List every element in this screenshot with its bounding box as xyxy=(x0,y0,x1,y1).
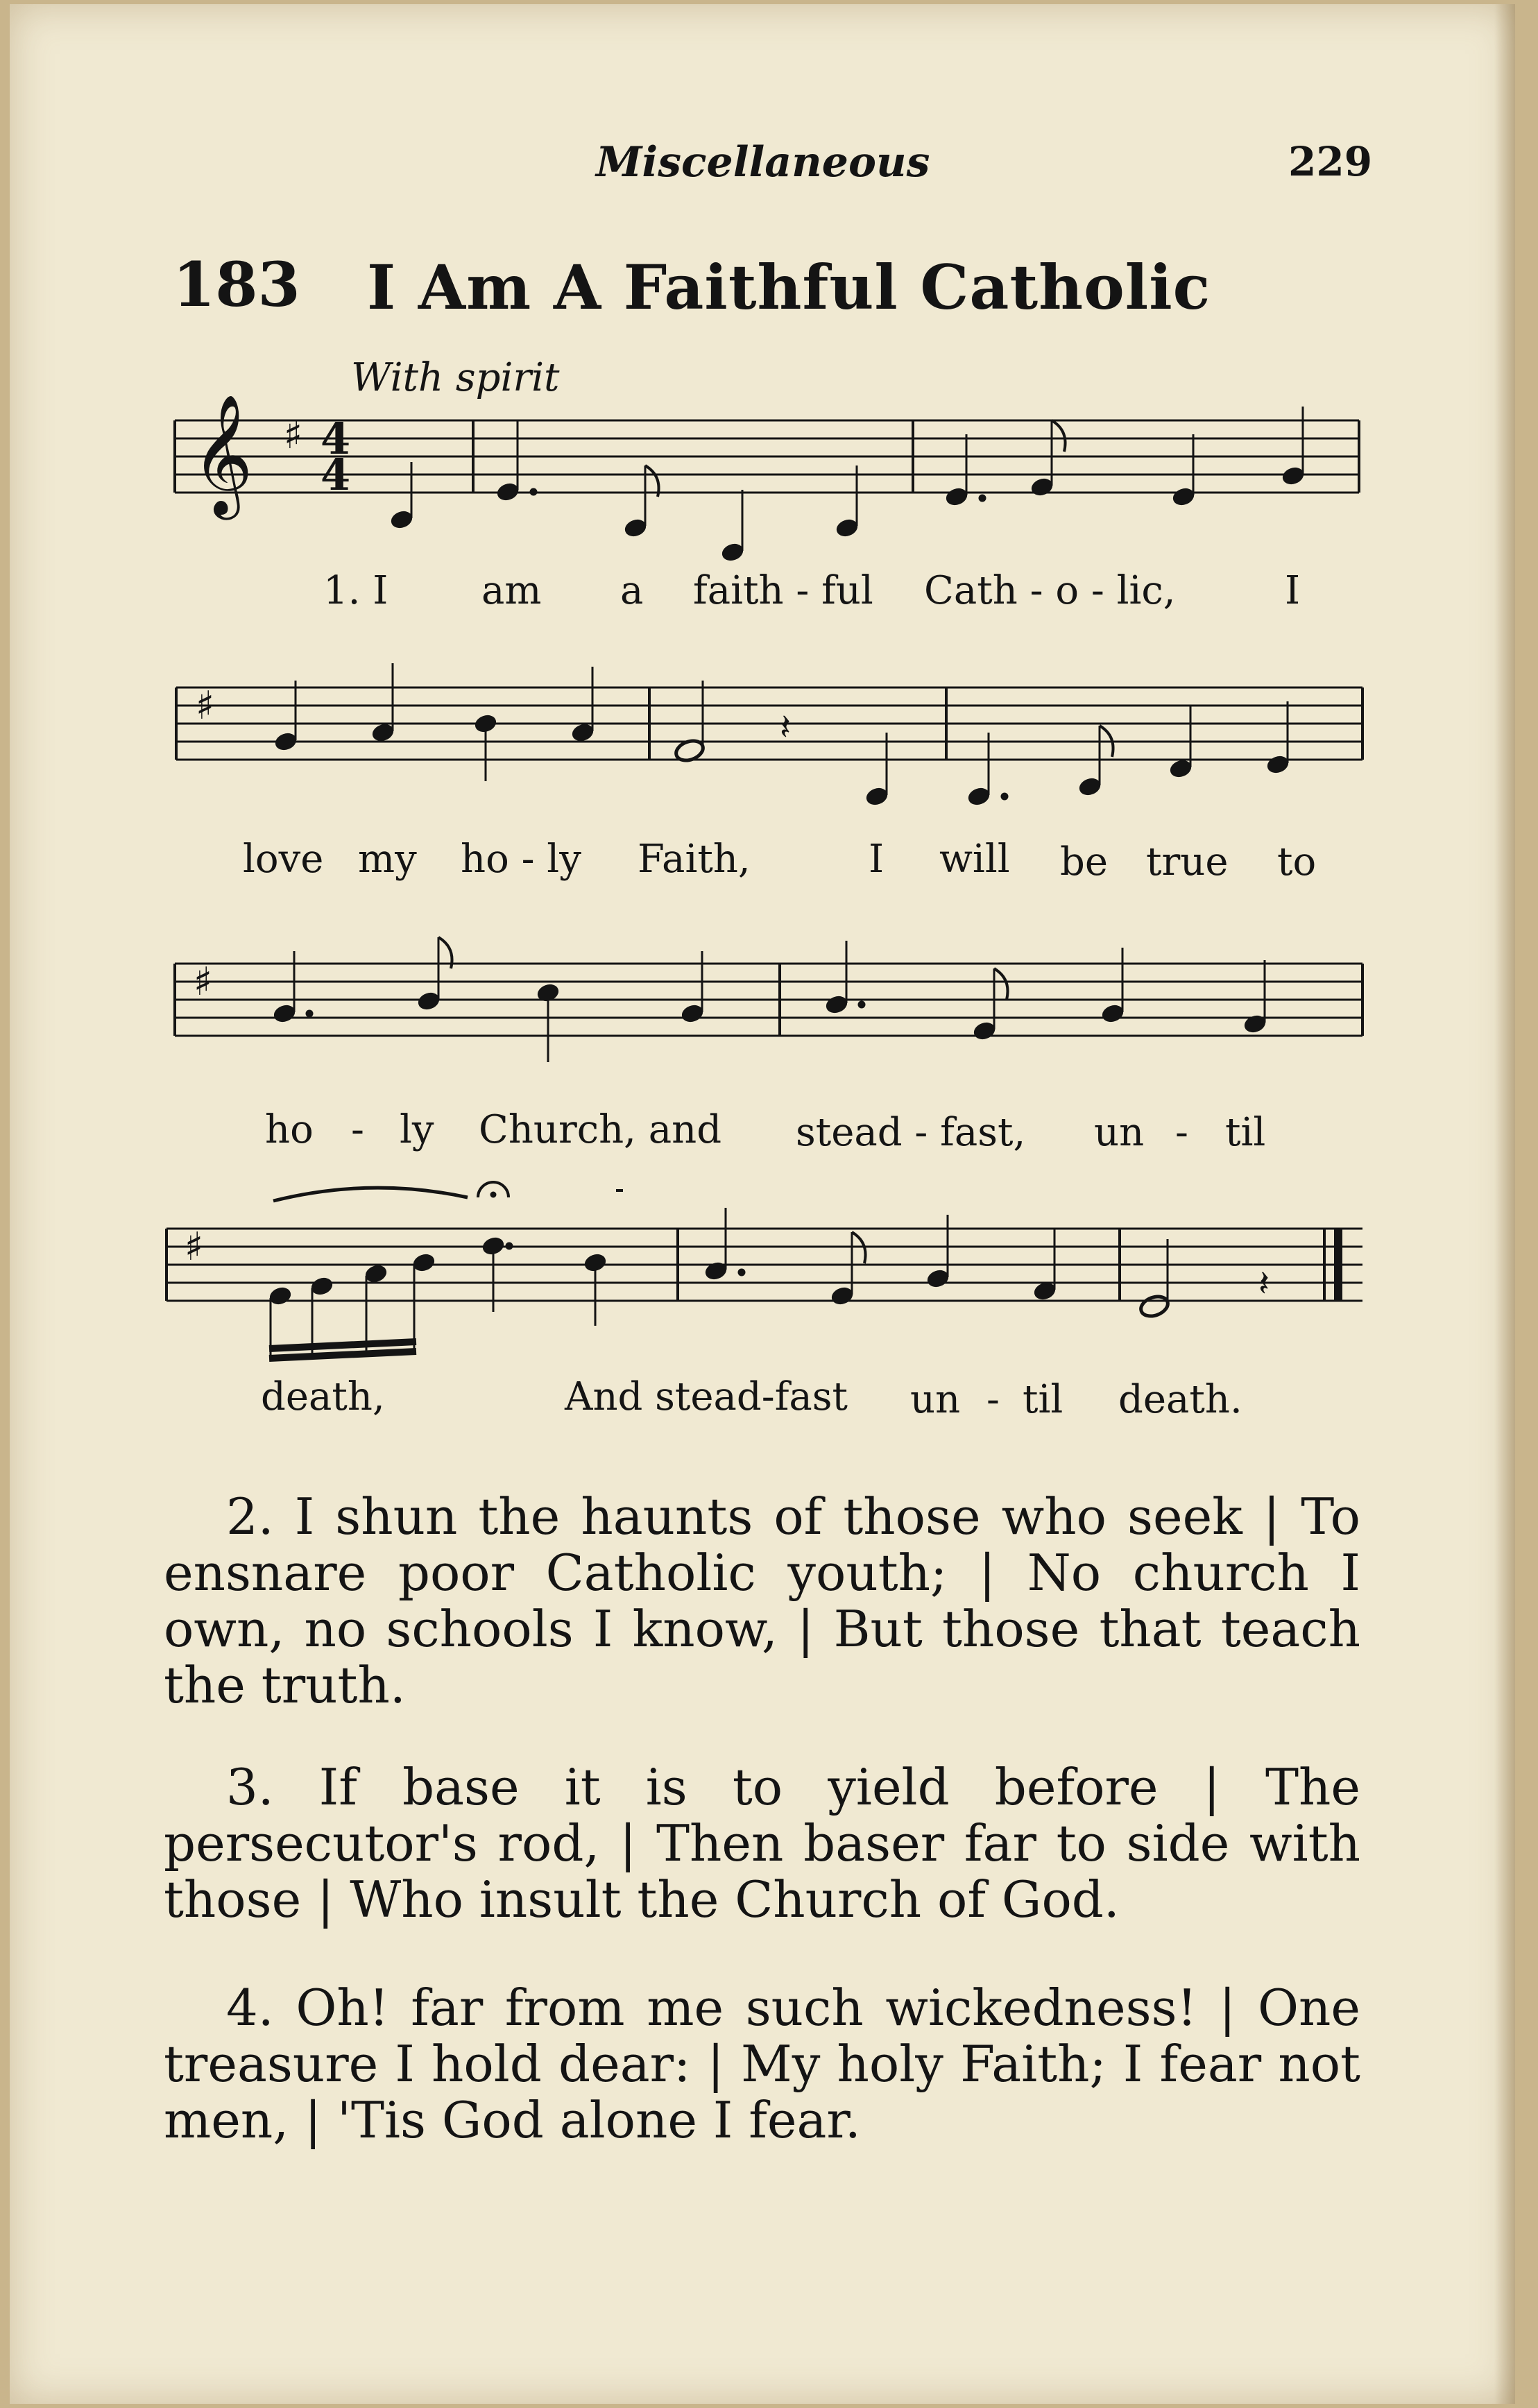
sharp-icon: ♯ xyxy=(284,413,303,458)
lyric-syllable: un xyxy=(1094,1110,1145,1155)
lyric-syllable: - xyxy=(351,1107,364,1152)
music-score xyxy=(10,4,1515,1461)
sharp-icon: ♯ xyxy=(194,959,213,1005)
lyric-syllable: true xyxy=(1146,839,1229,885)
verse-3 xyxy=(164,1759,1360,1928)
sharp-icon: ♯ xyxy=(196,683,215,728)
lyric-syllable: love xyxy=(243,837,324,882)
staff-system-3 xyxy=(175,937,1362,1062)
lyric-syllable: Faith, xyxy=(638,837,751,882)
verse-text: 2. I shun the haunts of those who seek | To ensnare poor Catholic youth; | No church I own, no schools I know, | But those that teach the truth. xyxy=(164,1487,1360,1714)
verse-text: 4. Oh! far from me such wickedness! | One treasure I hold dear: | My holy Faith; I fear not men, | 'Tis God alone I fear. xyxy=(164,1979,1360,2149)
lyric-syllable: til xyxy=(1225,1110,1266,1155)
lyric-syllable: am xyxy=(481,568,542,613)
verse-text: 3. If base it is to yield before | The persecutor's rod, | Then baser far to side with those | Who insult the Church of God. xyxy=(164,1758,1360,1929)
notes-system-1 xyxy=(389,407,1306,563)
lyric-syllable: death, xyxy=(261,1374,385,1419)
lyric-syllable: to xyxy=(1277,839,1317,885)
treble-clef-icon: 𝄞 xyxy=(191,394,253,515)
lyric-syllable: And stead-fast xyxy=(565,1374,848,1419)
lyric-syllable: 1. I xyxy=(323,568,388,613)
tempo-marking: With spirit xyxy=(351,355,560,400)
time-signature-top: 4 xyxy=(321,413,351,464)
lyric-syllable: un xyxy=(910,1377,961,1422)
notes-system-2 xyxy=(273,663,1290,807)
running-head: Miscellaneous xyxy=(596,138,930,187)
verse-2 xyxy=(164,1489,1360,1714)
lyric-syllable: faith - ful xyxy=(693,568,873,613)
lyric-syllable: I xyxy=(869,837,885,882)
lyric-syllable: Cath - o - lic, xyxy=(924,568,1176,613)
page-number: 229 xyxy=(1288,138,1373,185)
hymn-number: 183 xyxy=(173,248,300,321)
lyric-syllable: - xyxy=(986,1377,1000,1422)
lyric-syllable: ho xyxy=(265,1107,314,1152)
staff-system-1 xyxy=(175,394,1359,563)
lyric-syllable: til xyxy=(1023,1377,1063,1422)
lyric-syllable: will xyxy=(939,837,1010,882)
verse-4 xyxy=(164,1980,1360,2149)
rest-icon: 𝄽 xyxy=(780,707,791,749)
time-signature-bottom: 4 xyxy=(321,450,351,500)
hymn-title: I Am A Faithful Catholic xyxy=(367,251,1211,323)
lyric-syllable: - xyxy=(1175,1110,1188,1155)
lyric-syllable: my xyxy=(358,837,417,882)
lyric-syllable: a xyxy=(620,568,644,613)
lyric-syllable: be xyxy=(1060,839,1108,885)
staff-system-4 xyxy=(166,1182,1362,1358)
lyric-syllable: stead - fast, xyxy=(796,1110,1026,1155)
hymnal-page xyxy=(10,4,1515,2404)
staff-system-2 xyxy=(176,663,1362,807)
lyric-syllable: Church, and xyxy=(479,1107,722,1152)
rest-icon: 𝄽 xyxy=(1258,1263,1270,1305)
lyric-syllable: ly xyxy=(400,1107,434,1152)
slur xyxy=(273,1188,468,1201)
sharp-icon: ♯ xyxy=(185,1224,204,1270)
lyric-syllable: ho - ly xyxy=(461,837,581,882)
lyric-syllable: I xyxy=(1285,568,1301,613)
lyric-syllable: death. xyxy=(1118,1377,1242,1422)
